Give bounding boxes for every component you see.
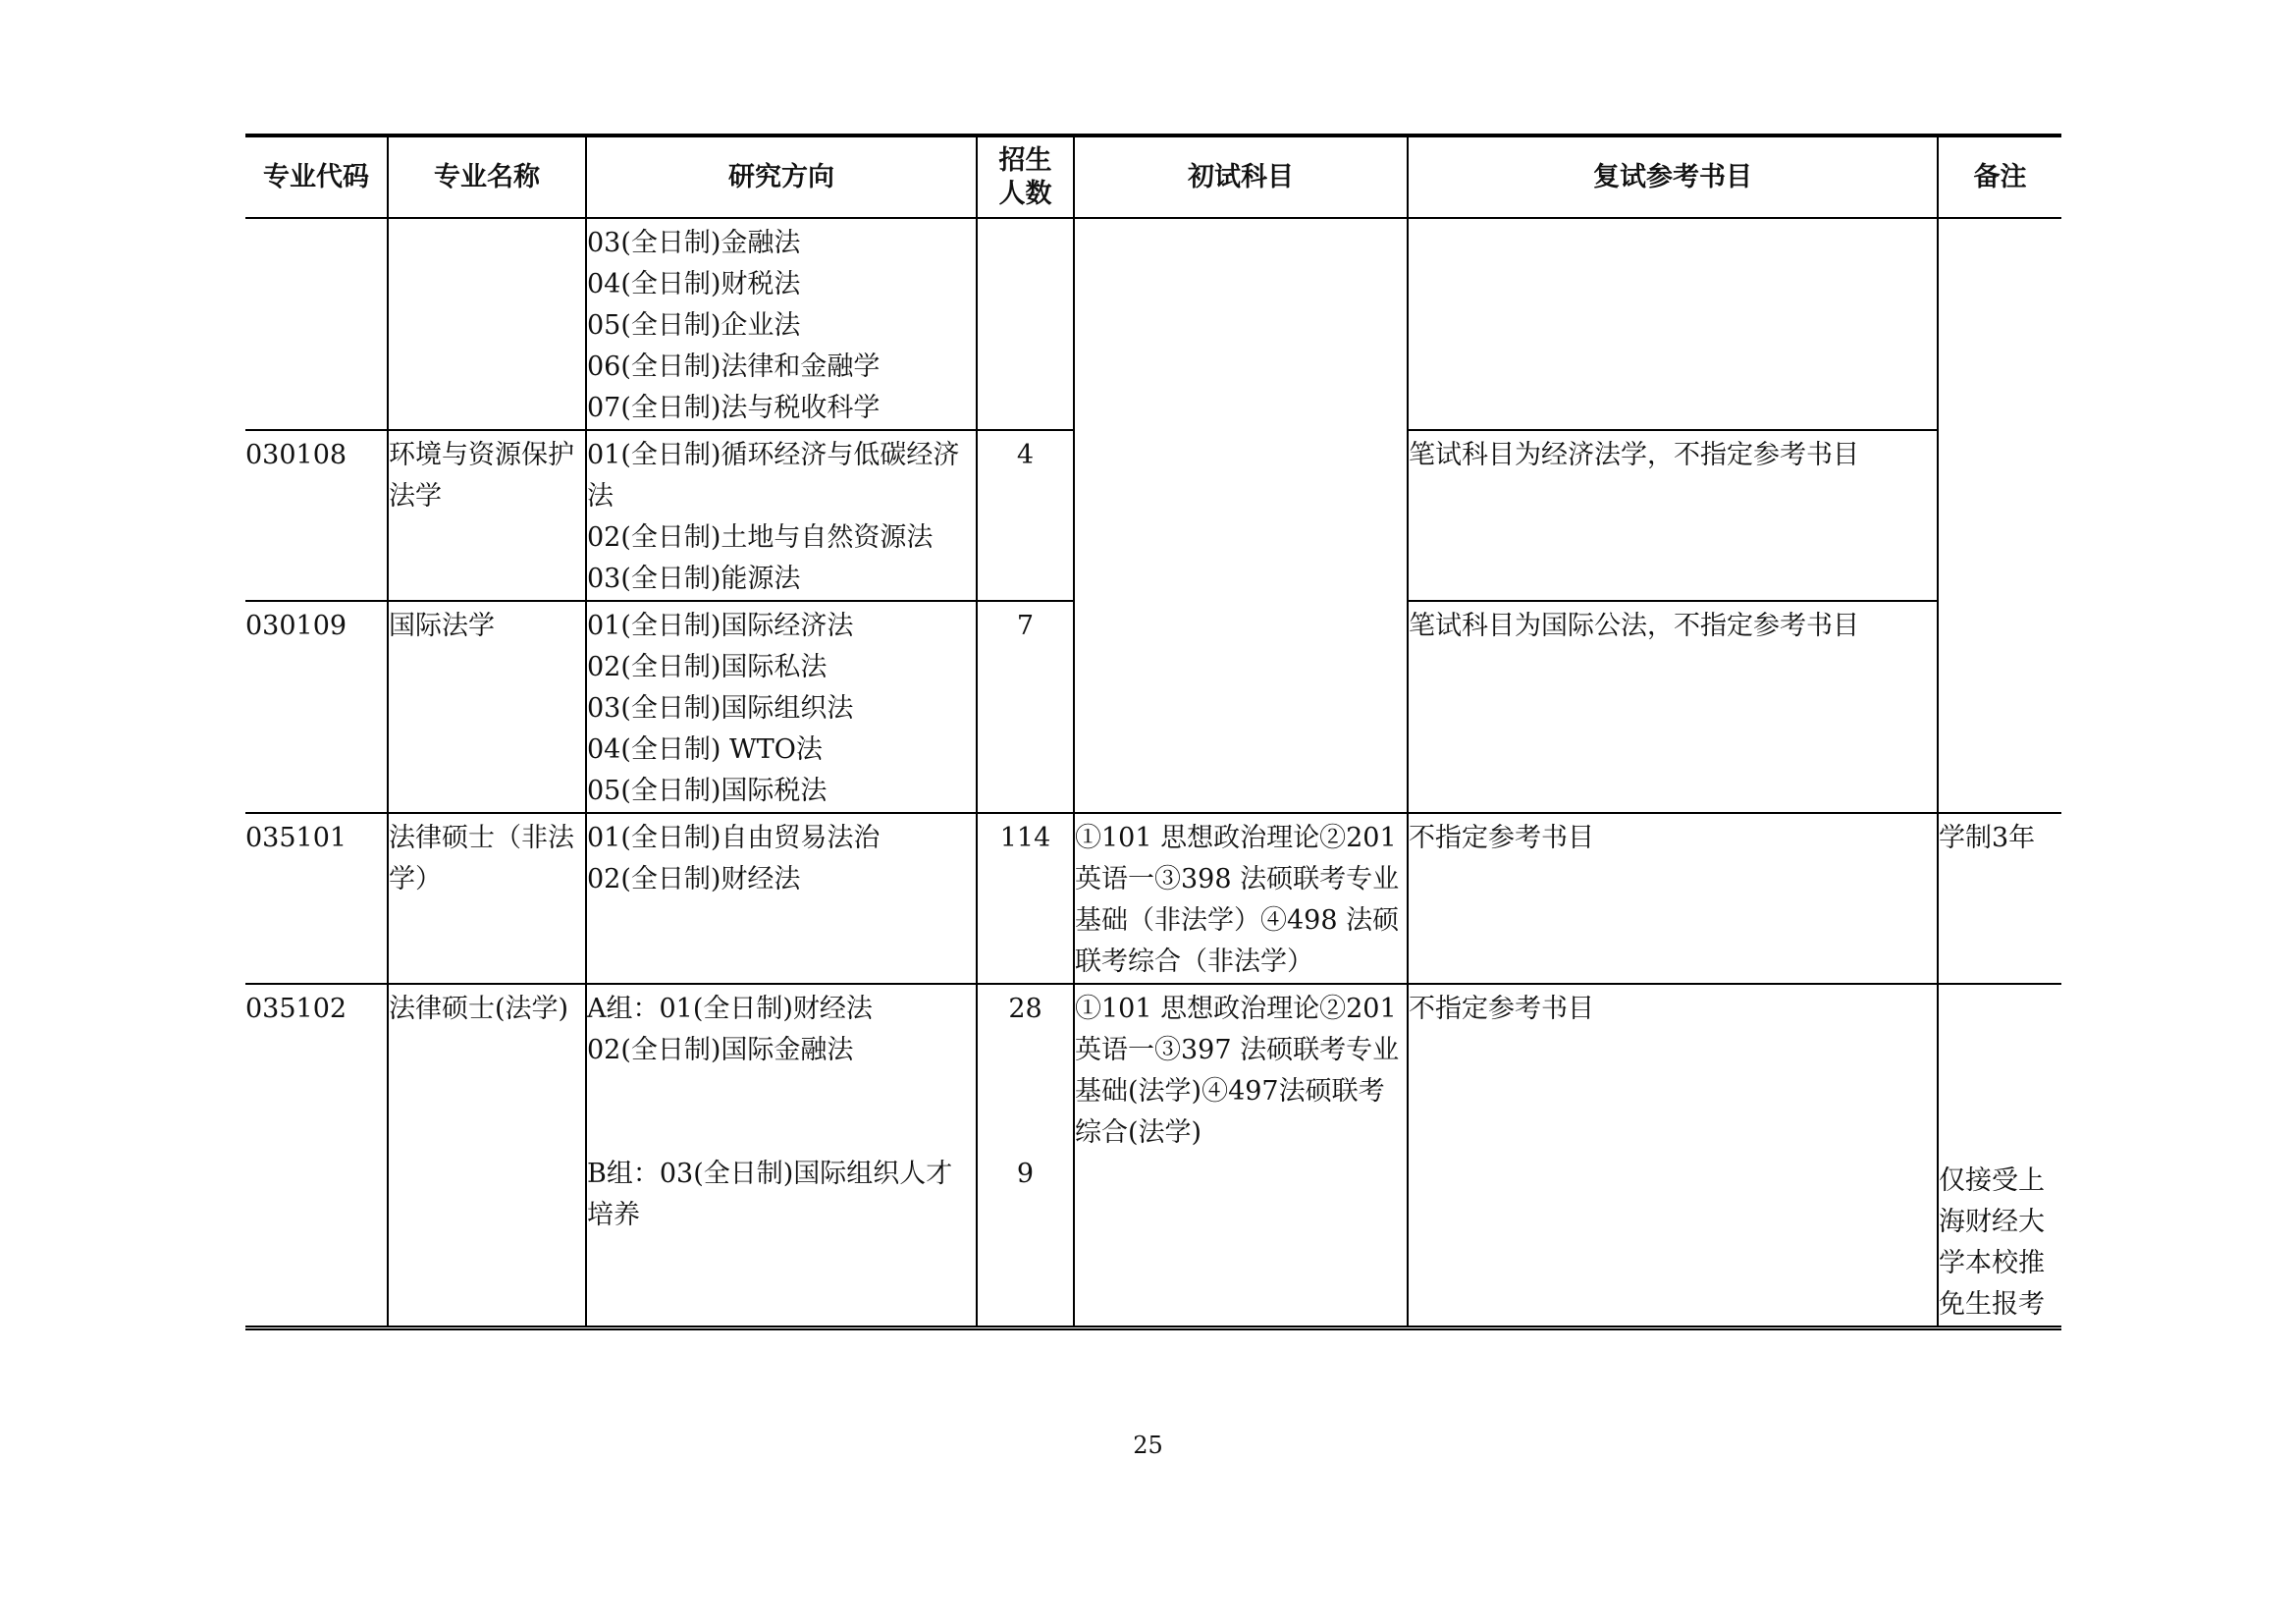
major-name: 环境与资源保护法学 bbox=[388, 430, 586, 601]
header-retest-books: 复试参考书目 bbox=[1408, 135, 1938, 218]
directions-cell bbox=[586, 813, 977, 984]
direction-item: 04(全日制)财税法 bbox=[587, 269, 801, 299]
direction-item: 01(全日制)自由贸易法治 bbox=[587, 823, 881, 853]
remark: 仅接受上海财经大学本校推免生报考 bbox=[1938, 984, 2061, 1327]
header-research-direction: 研究方向 bbox=[586, 135, 977, 218]
cont-directions-cell bbox=[586, 218, 977, 430]
prelim-exam: ①101 思想政治理论②201英语一③397 法硕联考专业基础(法学)④497法硕联考综合(法学) bbox=[1074, 984, 1408, 1327]
retest-books: 笔试科目为经济法学，不指定参考书目 bbox=[1408, 430, 1938, 601]
table-row-035102 bbox=[245, 984, 2061, 1327]
header-major-name: 专业名称 bbox=[388, 135, 586, 218]
retest-books: 不指定参考书目 bbox=[1408, 813, 1938, 984]
group-gap bbox=[587, 1071, 976, 1154]
group-a-direction: 02(全日制)国际金融法 bbox=[587, 1035, 854, 1065]
shared-exam-cell bbox=[1074, 218, 1408, 813]
header-row bbox=[245, 135, 2061, 218]
direction-item: 07(全日制)法与税收科学 bbox=[587, 393, 881, 423]
table-row-continuation bbox=[245, 218, 2061, 430]
remark: 学制3年 bbox=[1938, 813, 2061, 984]
group-b-direction: B组：03(全日制)国际组织人才培养 bbox=[587, 1159, 953, 1230]
header-enrollment-count bbox=[977, 135, 1074, 218]
major-name: 法律硕士(法学) bbox=[388, 984, 586, 1327]
direction-item: 03(全日制)国际组织法 bbox=[587, 693, 854, 724]
cont-code-cell bbox=[245, 218, 388, 430]
shared-remark-cell bbox=[1938, 218, 2061, 813]
count-gap bbox=[978, 1030, 1073, 1154]
enrollment-count: 114 bbox=[977, 813, 1074, 984]
cont-name-cell bbox=[388, 218, 586, 430]
direction-item: 01(全日制)循环经济与低碳经济法 bbox=[587, 440, 960, 512]
major-code: 030109 bbox=[245, 601, 388, 813]
group-a-direction: A组：01(全日制)财经法 bbox=[587, 994, 873, 1024]
header-remarks: 备注 bbox=[1938, 135, 2061, 218]
major-code: 035102 bbox=[245, 984, 388, 1327]
header-major-code: 专业代码 bbox=[245, 135, 388, 218]
major-code: 035101 bbox=[245, 813, 388, 984]
enrollment-count: 7 bbox=[977, 601, 1074, 813]
group-a-count: 28 bbox=[1008, 994, 1042, 1024]
retest-books: 笔试科目为国际公法，不指定参考书目 bbox=[1408, 601, 1938, 813]
cont-count-cell bbox=[977, 218, 1074, 430]
enrollment-count: 4 bbox=[977, 430, 1074, 601]
major-name: 法律硕士（非法学） bbox=[388, 813, 586, 984]
directions-cell bbox=[586, 430, 977, 601]
header-prelim-exam: 初试科目 bbox=[1074, 135, 1408, 218]
enrollment-count-cell bbox=[977, 984, 1074, 1327]
direction-item: 02(全日制)国际私法 bbox=[587, 652, 828, 682]
major-name: 国际法学 bbox=[388, 601, 586, 813]
direction-item: 03(全日制)能源法 bbox=[587, 564, 801, 594]
group-b-count: 9 bbox=[1016, 1159, 1035, 1189]
prelim-exam: ①101 思想政治理论②201英语一③398 法硕联考专业基础（非法学）④498 法硕联考综合（非法学） bbox=[1074, 813, 1408, 984]
major-code: 030108 bbox=[245, 430, 388, 601]
admissions-table bbox=[245, 134, 2061, 1330]
header-count-line1: 招生 bbox=[998, 144, 1052, 176]
direction-item: 03(全日制)金融法 bbox=[587, 228, 801, 258]
directions-cell bbox=[586, 984, 977, 1327]
directions-cell bbox=[586, 601, 977, 813]
cont-books-cell bbox=[1408, 218, 1938, 430]
table-row-035101 bbox=[245, 813, 2061, 984]
retest-books: 不指定参考书目 bbox=[1408, 984, 1938, 1327]
page-number: 25 bbox=[1133, 1432, 1163, 1459]
header-count-line2: 人数 bbox=[998, 178, 1052, 209]
direction-item: 05(全日制)国际税法 bbox=[587, 776, 828, 806]
direction-item: 02(全日制)土地与自然资源法 bbox=[587, 522, 934, 553]
direction-item: 06(全日制)法律和金融学 bbox=[587, 352, 881, 382]
direction-item: 04(全日制) WTO法 bbox=[587, 734, 823, 765]
direction-item: 05(全日制)企业法 bbox=[587, 310, 801, 341]
direction-item: 02(全日制)财经法 bbox=[587, 864, 801, 894]
direction-item: 01(全日制)国际经济法 bbox=[587, 611, 854, 641]
